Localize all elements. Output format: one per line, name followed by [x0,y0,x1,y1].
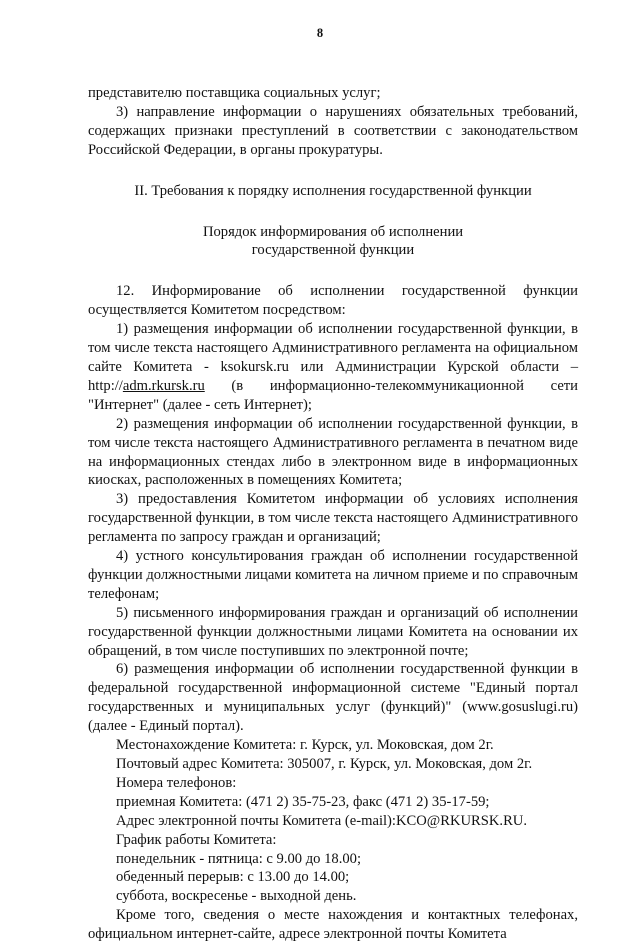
list-item-1-text-a: 1) размещения информации об исполнении государственной функции, в том числе текста настоящего Административного регламента на официальном сайте Комитета - ksokursk.ru или Администрации Курской области – http:// [88,321,578,394]
schedule-weekend: суббота, воскресенье - выходной день. [116,888,357,905]
closing-paragraph: Кроме того, сведения о месте нахождения и контактных телефонах, официальном интернет-сайте, адресе электронной почты Комитета [88,907,578,943]
list-item-2: 2) размещения информации об исполнении государственной функции, в том числе текста настоящего Административного регламента в печатном виде на информационных стендах либо в электронном виде в информационных киосках, расположенных в помещениях Комитета; [88,415,578,489]
list-item-6: 6) размещения информации об исполнении государственной функции в федеральной государственной информационной системе "Единый портал государственных и муниципальных услуг (функций)" (www.gosuslugi.ru) (далее - Единый портал). [88,661,578,735]
page-content [88,84,578,944]
email-line: Адрес электронной почты Комитета (e-mail):KCO@RKURSK.RU. [116,812,527,829]
phones-line: приемная Комитета: (471 2) 35-75-23, факс (471 2) 35-17-59; [116,793,490,810]
list-item-5: 5) письменного информирования граждан и организаций об исполнении государственной функции должностными лицами Комитета на основании их обращений, в том числе поступивших по электронной почте; [88,604,578,659]
subheading-line-2: государственной функции [251,242,415,259]
list-item-4: 4) устного консультирования граждан об исполнении государственной функции должностными лицами комитета на личном приеме и по справочным телефонам; [88,548,578,602]
postal-address-line: Почтовый адрес Комитета: 305007, г. Курск, ул. Моковская, дом 2г. [116,756,533,772]
subheading [88,223,578,261]
location-line: Местонахождение Комитета: г. Курск, ул. Моковская, дом 2г. [116,737,494,754]
subheading-line-1: Порядок информирования об исполнении [202,223,464,240]
schedule-weekdays: понедельник - пятница: с 9.00 до 18.00; [116,850,361,867]
paragraph-12: 12. Информирование об исполнении государственной функции осуществляется Комитетом посредством: [88,283,578,319]
list-item-1 [88,320,578,415]
schedule-lunch: обеденный перерыв: с 13.00 до 14.00; [116,869,350,886]
list-item-3: 3) предоставления Комитетом информации об условиях исполнения государственной функции, в том числе текста настоящего Административного регламента по запросу граждан и организаций; [88,491,578,546]
list-item-1-text-b: (в информационно-телекоммуникационной сети "Интернет" (далее - сеть Интернет); [88,377,578,413]
schedule-label: График работы Комитета: [116,831,277,848]
paragraph-item-3-prosecution: 3) направление информации о нарушениях обязательных требований, содержащих признаки преступлений в соответствии с законодательством Российской Федерации, в органы прокуратуры. [88,103,578,158]
paragraph-continuation: представителю поставщика социальных услуг; [88,85,381,101]
phones-label: Номера телефонов: [116,774,237,791]
section-heading: II. Требования к порядку исполнения государственной функции [134,182,532,199]
adm-rkursk-link[interactable]: adm.rkursk.ru [122,377,205,394]
page-number: 8 [316,26,324,40]
